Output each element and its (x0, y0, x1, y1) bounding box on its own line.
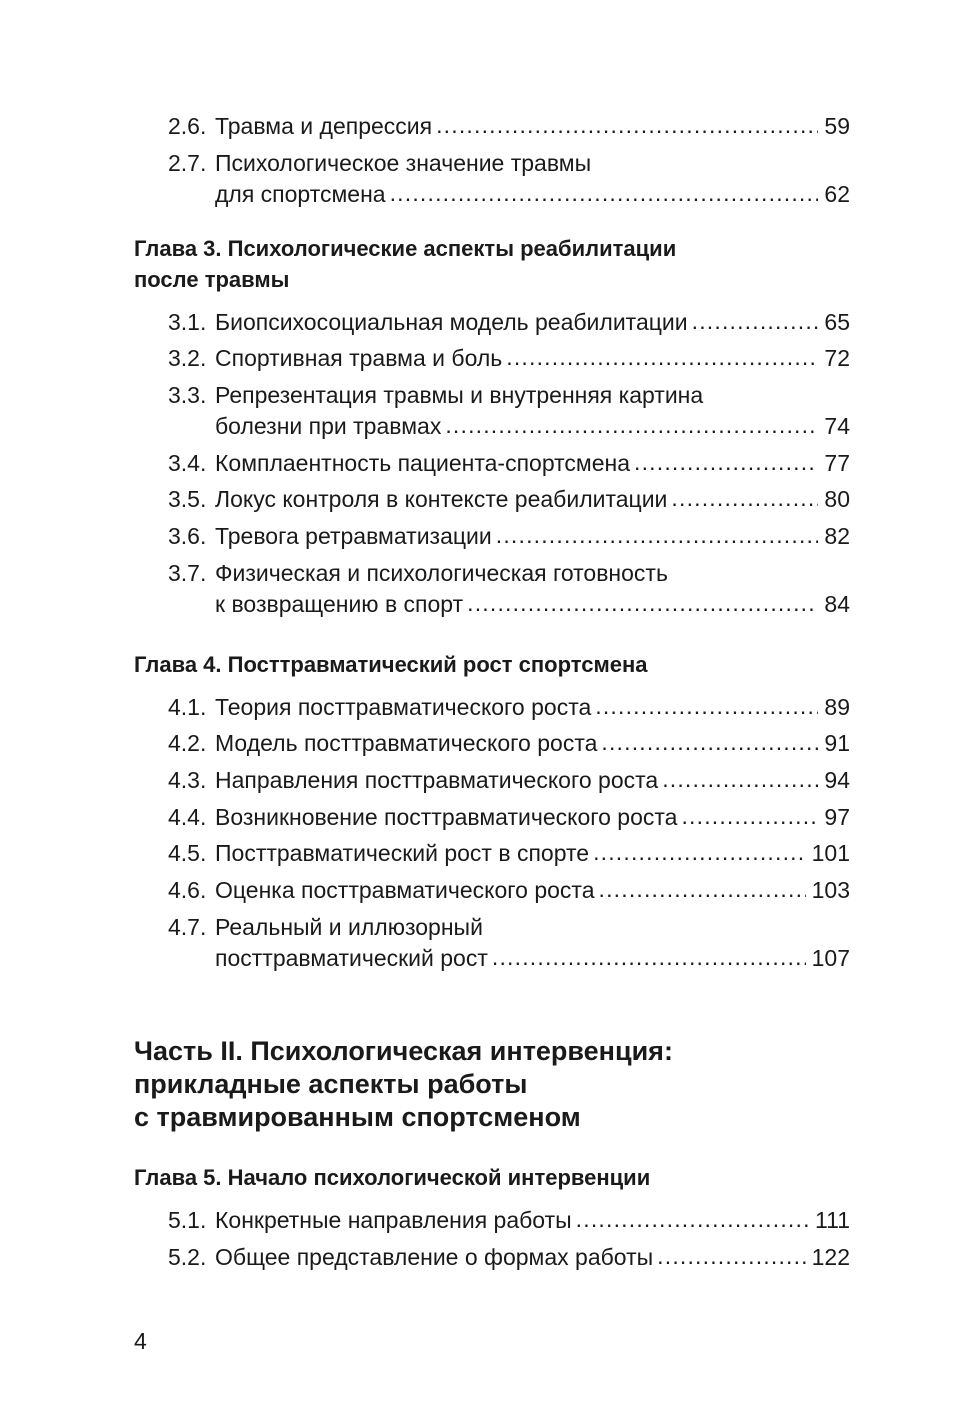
entry-page: 65 (824, 309, 850, 335)
entry-title-continued: для спортсмена (215, 181, 386, 207)
leader-dots (496, 520, 819, 551)
entry-title: Психологическое значение травмы (215, 150, 592, 176)
entry-number: 3.3. (168, 382, 207, 408)
entry-number: 4.5. (168, 840, 207, 866)
entry-number: 4.6. (168, 877, 207, 903)
entry-page: 111 (815, 1207, 850, 1233)
entry-title-continued: посттравматический рост (215, 945, 488, 971)
leader-dots (692, 306, 819, 337)
entry-number: 4.7. (168, 914, 207, 940)
entry-number: 3.7. (168, 560, 207, 586)
leader-dots (681, 801, 818, 832)
entry-number: 3.5. (168, 486, 207, 512)
part-heading-line: с травмированным спортсменом (134, 1102, 581, 1132)
leader-dots (576, 1204, 809, 1235)
toc-entry-4-2 (168, 728, 850, 759)
entry-page: 97 (824, 804, 850, 830)
entry-number: 5.2. (168, 1244, 207, 1270)
toc-entry-2-7 (168, 148, 850, 210)
entry-page: 80 (824, 486, 850, 512)
entry-page: 82 (824, 523, 850, 549)
leader-dots (601, 727, 818, 758)
entry-number: 3.4. (168, 450, 207, 476)
toc-entry-3-5 (168, 484, 850, 515)
toc-entry-2-6 (168, 111, 850, 142)
leader-dots (634, 447, 818, 478)
entry-number: 3.6. (168, 523, 207, 549)
leader-dots (662, 764, 818, 795)
entry-page: 59 (824, 113, 850, 139)
entry-page: 91 (824, 730, 850, 756)
leader-dots (506, 342, 818, 373)
entry-title: Общее представление о формах работы (215, 1244, 654, 1270)
chapter-heading-line: Глава 5. Начало психологической интервенции (134, 1165, 651, 1190)
entry-title: Спортивная травма и боль (215, 345, 503, 371)
entry-title: Биопсихосоциальная модель реабилитации (215, 309, 688, 335)
chapter-4-heading (134, 649, 834, 680)
entry-page: 89 (824, 694, 850, 720)
leader-dots (390, 178, 819, 209)
toc-entry-3-7 (168, 558, 850, 620)
entry-title: Возникновение посттравматического роста (215, 804, 678, 830)
entry-title: Комплаентность пациента-спортсмена (215, 450, 630, 476)
leader-dots (595, 691, 818, 722)
entry-page: 74 (824, 413, 850, 439)
entry-page: 103 (811, 877, 850, 903)
toc-entry-5-1 (168, 1205, 850, 1236)
leader-dots (467, 588, 818, 619)
entry-page: 62 (824, 181, 850, 207)
entry-title: Конкретные направления работы (215, 1207, 572, 1233)
toc-entry-4-1 (168, 692, 850, 723)
page-number: 4 (134, 1328, 147, 1354)
entry-title-continued: к возвращению в спорт (215, 591, 464, 617)
toc-entry-4-5 (168, 838, 850, 869)
entry-page: 101 (811, 840, 850, 866)
toc-entry-4-4 (168, 802, 850, 833)
entry-title: Тревога ретравматизации (215, 523, 492, 549)
toc-entry-5-2 (168, 1242, 850, 1273)
toc-entry-4-3 (168, 765, 850, 796)
entry-title: Оценка посттравматического роста (215, 877, 595, 903)
entry-number: 5.1. (168, 1207, 207, 1233)
toc-entry-3-1 (168, 307, 850, 338)
entry-number: 4.1. (168, 694, 207, 720)
toc-entry-3-3 (168, 380, 850, 442)
entry-title-continued: болезни при травмах (215, 413, 442, 439)
entry-page: 77 (824, 450, 850, 476)
entry-title: Локус контроля в контексте реабилитации (215, 486, 668, 512)
entry-page: 72 (824, 345, 850, 371)
leader-dots (599, 874, 806, 905)
entry-title: Реальный и иллюзорный (215, 914, 483, 940)
entry-number: 3.1. (168, 309, 207, 335)
part-heading-line: Часть II. Психологическая интервенция: (134, 1036, 673, 1066)
entry-page: 122 (811, 1244, 850, 1270)
entry-number: 2.7. (168, 150, 207, 176)
toc-entry-4-6 (168, 875, 850, 906)
leader-dots (671, 483, 818, 514)
leader-dots (436, 110, 818, 141)
entry-number: 4.4. (168, 804, 207, 830)
leader-dots (492, 942, 806, 973)
entry-number: 3.2. (168, 345, 207, 371)
entry-number: 2.6. (168, 113, 207, 139)
toc-entry-3-2 (168, 343, 850, 374)
chapter-3-heading (134, 233, 834, 295)
toc-entry-3-6 (168, 521, 850, 552)
leader-dots (593, 837, 806, 868)
chapter-5-heading (134, 1162, 834, 1193)
entry-title: Травма и депрессия (215, 113, 433, 139)
entry-title: Посттравматический рост в спорте (215, 840, 590, 866)
entry-number: 4.3. (168, 767, 207, 793)
entry-title: Теория посттравматического роста (215, 694, 592, 720)
entry-page: 94 (824, 767, 850, 793)
chapter-heading-line: Глава 3. Психологические аспекты реабилитации (134, 236, 677, 261)
part-heading-line: прикладные аспекты работы (134, 1069, 528, 1099)
leader-dots (657, 1241, 805, 1272)
chapter-heading-line: Глава 4. Посттравматический рост спортсмена (134, 652, 648, 677)
entry-title: Направления посттравматического роста (215, 767, 659, 793)
toc-entry-3-4 (168, 448, 850, 479)
entry-title: Репрезентация травмы и внутренняя картина (215, 382, 704, 408)
entry-page: 107 (811, 945, 850, 971)
entry-title: Физическая и психологическая готовность (215, 560, 668, 586)
chapter-heading-line: после травмы (134, 267, 290, 292)
leader-dots (445, 410, 818, 441)
toc-entry-4-7 (168, 912, 850, 974)
entry-title: Модель посттравматического роста (215, 730, 598, 756)
entry-number: 4.2. (168, 730, 207, 756)
part-2-heading (134, 1035, 854, 1134)
entry-page: 84 (824, 591, 850, 617)
